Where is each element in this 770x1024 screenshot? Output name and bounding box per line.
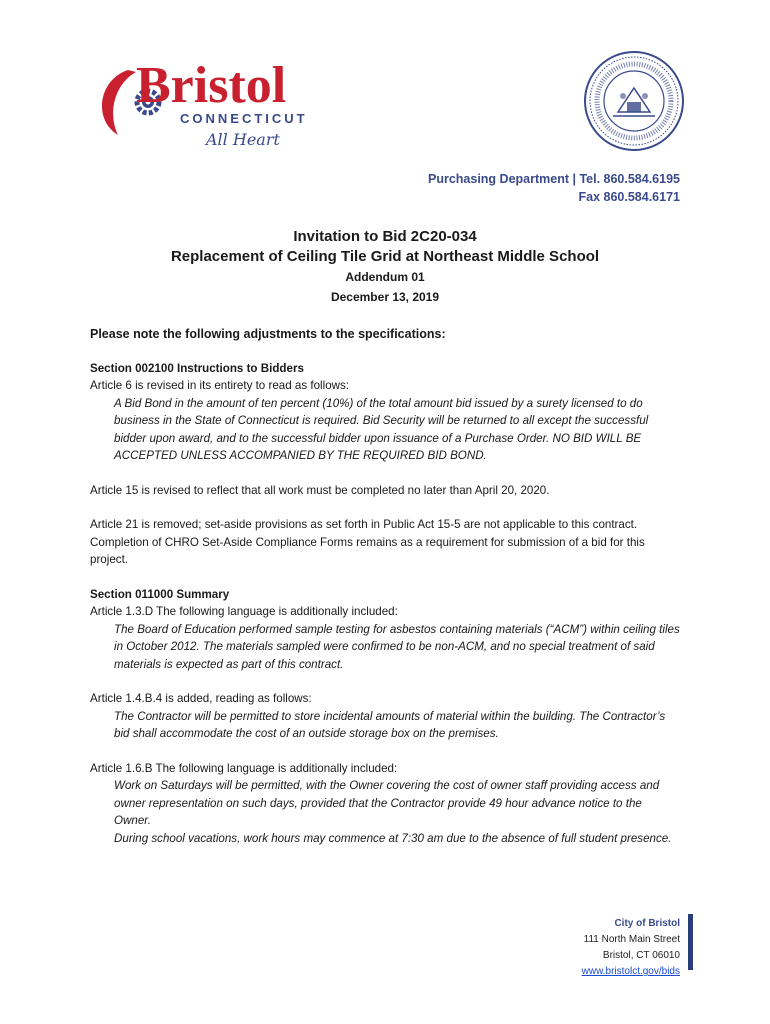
- logo-tagline: All Heart: [206, 130, 280, 149]
- city-seal: [583, 50, 685, 152]
- department-phone: Purchasing Department | Tel. 860.584.6195: [428, 172, 680, 186]
- addendum-number: Addendum 01: [345, 270, 425, 284]
- italic-paragraph: The Contractor will be permitted to store incidental amounts of material within the building. The Contractor’s bid shall accommodate the cost of an outside storage box on the premises.: [114, 709, 666, 740]
- logo-state: CONNECTICUT: [180, 111, 308, 126]
- footer-citystate: Bristol, CT 06010: [602, 950, 680, 961]
- footer-address: [582, 916, 680, 980]
- footer-accent-bar: [688, 914, 693, 970]
- document-body: [90, 326, 680, 847]
- project-title: Replacement of Ceiling Tile Grid at Northeast Middle School: [170, 248, 600, 265]
- logo-name: Bristol: [136, 57, 287, 114]
- italic-paragraph: Work on Saturdays will be permitted, with the Owner covering the cost of owner staff providing access and owner representation on such days, provided that the Contractor provide 49 hour advance notice to the Owner.: [114, 779, 660, 827]
- intro-heading: Please note the following adjustments to the specifications:: [90, 327, 446, 341]
- paragraph: Article 15 is revised to reflect that all work must be completed no later than April 20, 2020.: [90, 483, 550, 497]
- paragraph: Article 1.3.D The following language is additionally included:: [90, 605, 398, 618]
- italic-paragraph: The Board of Education performed sample testing for asbestos containing materials (“ACM”) within ceiling tiles in October 2012. The materials sampled were confirmed to be non-ACM, and no special treatment of said materials is expected as part of this contract.: [114, 622, 680, 671]
- section-heading: Section 011000 Summary: [90, 587, 230, 601]
- italic-paragraph: A Bid Bond in the amount of ten percent (10%) of the total amount bid issued by a surety licensed to do business in the State of Connecticut is required. Bid Security will be returned to all except the successful bidder upon award, and to the successful bidder upon issuance of a Purchase Order. NO BID WILL BE ACCEPTED UNLESS ACCOMPANIED BY THE REQUIRED BID BOND.: [114, 396, 649, 462]
- footer-website-link[interactable]: www.bristolct.gov/bids: [581, 966, 680, 977]
- paragraph: Article 1.4.B.4 is added, reading as follows:: [90, 692, 312, 705]
- section-heading: Section 002100 Instructions to Bidders: [90, 361, 304, 375]
- title-block: [0, 227, 770, 307]
- bristol-logo: [88, 50, 338, 160]
- footer-city: City of Bristol: [614, 918, 680, 929]
- footer-street: 111 North Main Street: [583, 934, 680, 945]
- bid-title: Invitation to Bid 2C20-034: [293, 228, 477, 245]
- italic-paragraph: During school vacations, work hours may commence at 7:30 am due to the absence of full student presence.: [114, 831, 672, 845]
- department-contact: [428, 170, 680, 206]
- department-fax: Fax 860.584.6171: [578, 190, 680, 204]
- paragraph: Article 21 is removed; set-aside provisions as set forth in Public Act 15-5 are not applicable to this contract. Completion of CHRO Set-Aside Compliance Forms remains as a requirement for submission of a bid for this project.: [90, 518, 645, 566]
- paragraph: Article 6 is revised in its entirety to read as follows:: [90, 379, 350, 392]
- paragraph: Article 1.6.B The following language is additionally included:: [90, 761, 398, 775]
- addendum-date: December 13, 2019: [330, 290, 440, 304]
